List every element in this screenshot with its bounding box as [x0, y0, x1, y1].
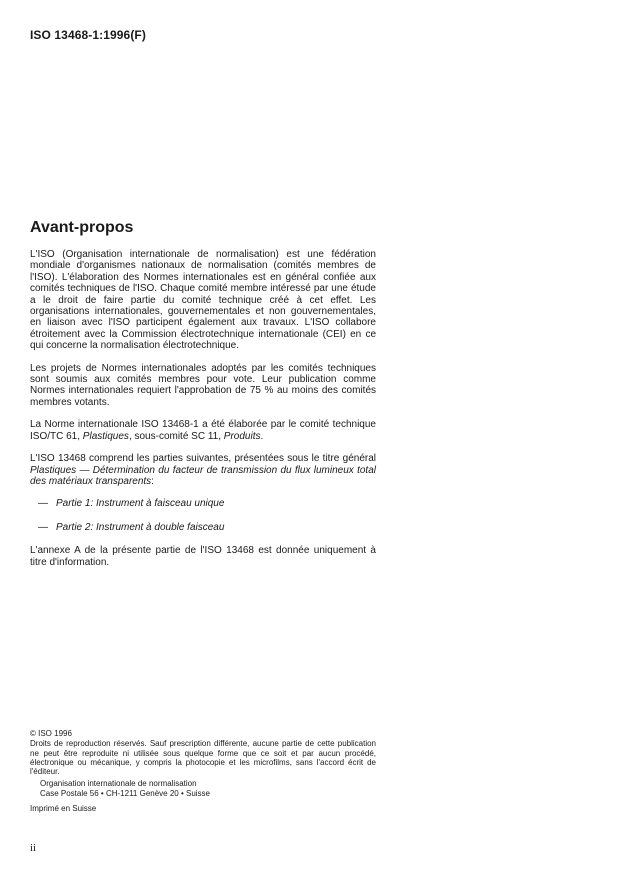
paragraph-voting: Les projets de Normes internationales adoptés par les comités techniques sont soumis aux comités membres pour vote. Leur publication comme Normes internationales requiert l'approbation de 75 % au moins des comités membres votants. [30, 362, 376, 408]
parts-intro-text: L'ISO 13468 comprend les parties suivantes, présentées sous le titre général [30, 453, 376, 465]
paragraph-annex: L'annexe A de la présente partie de l'ISO 13468 est donnée uniquement à titre d'information. [30, 545, 376, 568]
copyright-notice: © ISO 1996 [30, 729, 72, 738]
general-title: Plastiques — Détermination du facteur de transmission du flux lumineux total des matériaux transparents [30, 464, 376, 487]
page-number: ii [30, 842, 37, 854]
list-dash: — [38, 521, 48, 533]
list-dash: — [38, 498, 48, 510]
paragraph-committee [30, 419, 376, 442]
paragraph-iso-description: L'ISO (Organisation internationale de normalisation) est une fédération mondiale d'organismes nationaux de normalisation (comités membres de l'ISO). L'élaboration des Normes internationales est en général confiée aux comités techniques de l'ISO. Chaque comité membre intéressé par une étude a le droit de faire partie du comité technique créé à cet effet. Les organisations internationales, gouvernementales et non gouvernementales, en liaison avec l'ISO participent également aux travaux. L'ISO collabore étroitement avec la Commission électrotechnique internationale (CEI) en ce qui concerne la normalisation électrotechnique. [30, 249, 376, 352]
part-label: Partie 2: Instrument à double faisceau [56, 521, 225, 533]
committee-text-3: . [260, 430, 264, 442]
rights-statement: Droits de reproduction réservés. Sauf prescription différente, aucune partie de cette publication ne peut être reproduite ni utilisée sous quelque forme que ce soit et par aucun procédé, électronique ou mécanique, y compris la photocopie et les microfilms, sans l'accord écrit de l'éditeur. [30, 739, 376, 777]
parts-list [30, 498, 376, 533]
committee-text-1: La Norme internationale ISO 13468-1 a été élaborée par le comité technique ISO/TC 61, [30, 419, 376, 442]
section-title: Avant-propos [30, 219, 134, 236]
organization-name: Organisation internationale de normalisation [40, 779, 197, 789]
committee-name: Plastiques [82, 430, 129, 442]
copyright-footer [30, 729, 376, 813]
paragraph-parts-intro [30, 453, 376, 487]
parts-intro-colon: : [151, 475, 154, 487]
foreword-body [30, 249, 376, 579]
list-item [38, 498, 376, 509]
printed-in: Imprimé en Suisse [30, 804, 97, 814]
list-item [38, 522, 376, 533]
organization-address: Case Postale 56 • CH-1211 Genève 20 • Suisse [40, 788, 210, 798]
part-label: Partie 1: Instrument à faisceau unique [56, 498, 225, 510]
subcommittee-name: Produits [223, 430, 261, 442]
committee-text-2: , sous-comité SC 11, [128, 430, 224, 442]
document-identifier: ISO 13468-1:1996(F) [30, 28, 146, 42]
